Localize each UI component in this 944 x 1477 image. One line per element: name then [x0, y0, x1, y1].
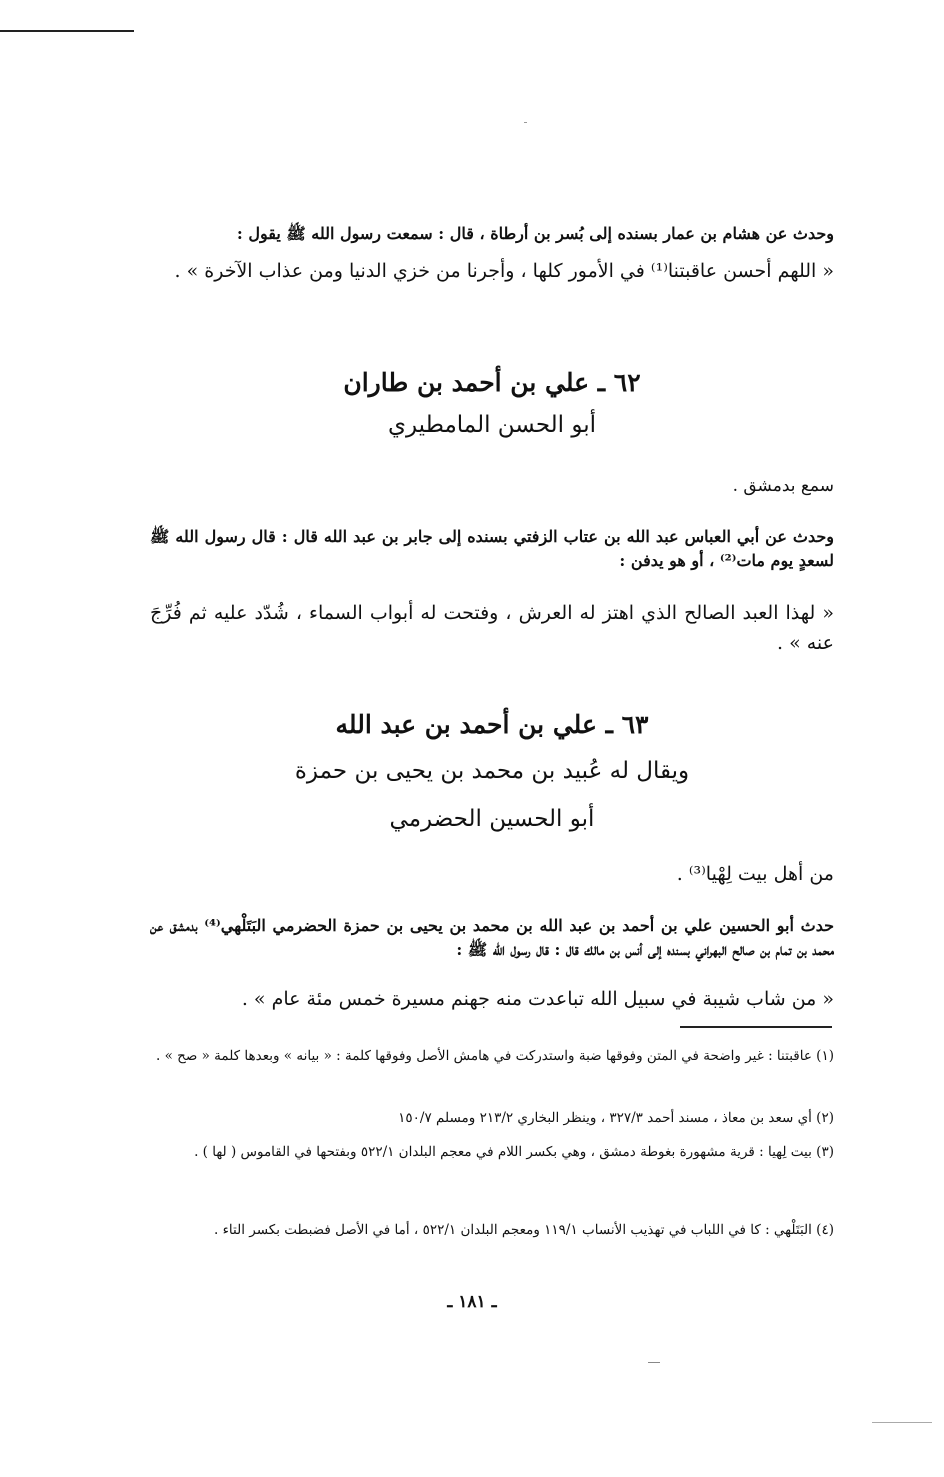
- hadith-text: « لهذا العبد الصالح الذي اهتز له العرش ، وفتحت له أبواب السماء ، شُدّد عليه ثم فُرِّجَ عنه » .: [150, 602, 834, 654]
- entry-title: ٦٢ ـ علي بن أحمد بن طاران: [343, 368, 641, 397]
- footnote: (٣) بيت لِهيا : قرية مشهورة بغوطة دمشق ، وهي بكسر اللام في معجم البلدان ٥٢٢/١ وبفتحها في القاموس ( لها ) .: [194, 1144, 834, 1160]
- footnote: (١) عاقبتنا : غير واضحة في المتن وفوقها ضبة واستدركت في هامش الأصل وفوقها كلمة : « بيانه » وبعدها كلمة « صح » .: [156, 1048, 834, 1064]
- footnote: (٤) البَتَلْهي : كا في اللباب في تهذيب الأنساب ١١٩/١ ومعجم البلدان ٥٢٢/١ ، أما في الأصل فضبطت بكسر التاء .: [214, 1222, 834, 1238]
- top-rule: [0, 30, 134, 32]
- entry-note: من أهل بيت لِهْيا⁽³⁾ .: [676, 863, 834, 885]
- scan-mark: [648, 1362, 660, 1363]
- scan-edge-line: [872, 1422, 932, 1423]
- isnad-paragraph: حدث أبو الحسين علي بن أحمد بن عبد الله بن محمد بن يحيى بن حمزة الحضرمي البَتَلْهي⁽⁴⁾ بدمشق عن محمد بن تمام بن صالح البهراني بسنده إلى أنس بن مالك قال : قال رسول الله ﷺ :: [150, 916, 834, 959]
- entry-kunya: أبو الحسن المامطيري: [387, 412, 597, 438]
- isnad-paragraph: وحدث عن أبي العباس عبد الله بن عتاب الزفتي بسنده إلى جابر بن عبد الله قال : قال رسول الله ﷺ لسعدٍ يوم مات⁽²⁾ ، أو هو يدفن :: [150, 527, 835, 570]
- entry-kunya: أبو الحسين الحضرمي: [389, 806, 595, 832]
- entry-alias: ويقال له عُبيد بن محمد بن يحيى بن حمزة: [294, 758, 690, 784]
- hadith-text: « من شاب شيبة في سبيل الله تباعدت منه جهنم مسيرة خمس مئة عام » .: [241, 988, 834, 1010]
- footnote-separator: [680, 1026, 832, 1028]
- scan-speck: [524, 122, 527, 123]
- hadith-text: « اللهم أحسن عاقبتنا⁽¹⁾ في الأمور كلها ، وأجرنا من خزي الدنيا ومن عذاب الآخرة » .: [174, 260, 834, 282]
- entry-title: ٦٣ ـ علي بن أحمد بن عبد الله: [335, 710, 649, 739]
- isnad-paragraph: وحدث عن هشام بن عمار بسنده إلى بُسر بن أرطاة ، قال : سمعت رسول الله ﷺ يقول :: [236, 224, 834, 243]
- page-number: ـ ١٨١ ـ: [447, 1292, 497, 1312]
- entry-note: سمع بدمشق .: [732, 476, 834, 496]
- footnote: (٢) أي سعد بن معاذ ، مسند أحمد ٣٢٧/٣ ، وينظر البخاري ٢١٣/٢ ومسلم ١٥٠/٧: [398, 1110, 834, 1126]
